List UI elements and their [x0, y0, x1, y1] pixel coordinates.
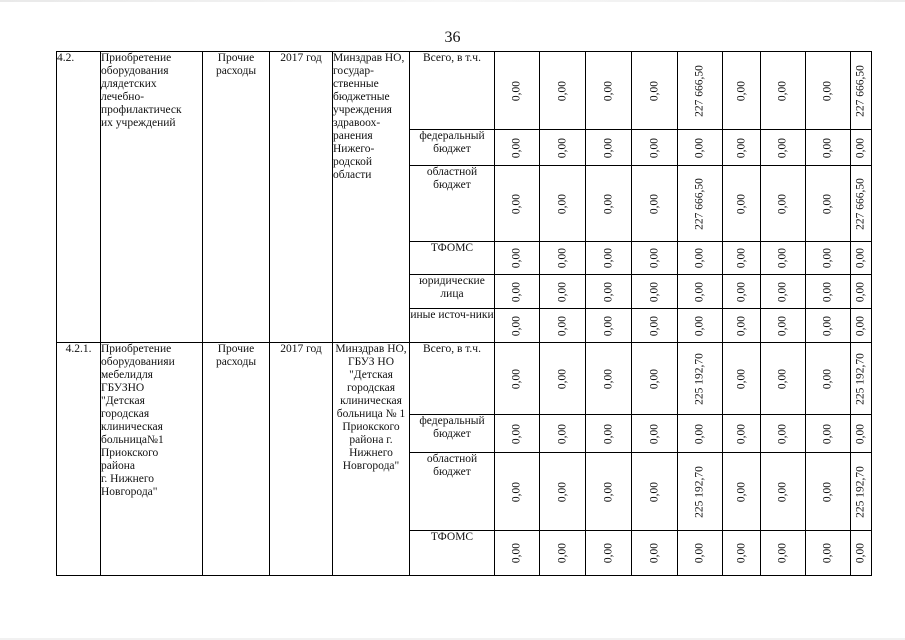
- description-line: района: [101, 460, 136, 472]
- value-text: 0,00: [693, 281, 706, 302]
- source-tfoms: ТФОМС: [410, 242, 495, 275]
- description-word: оборудования: [101, 356, 169, 368]
- value-text: 0,00: [776, 368, 789, 389]
- value-cell: [495, 52, 540, 130]
- value-cell: [761, 275, 806, 309]
- value-cell: [806, 242, 851, 275]
- value-cell: [806, 343, 851, 415]
- value-text: 0,00: [776, 137, 789, 158]
- value-cell: [678, 242, 723, 275]
- value-text: 0,00: [648, 368, 660, 389]
- value-cell: [678, 415, 723, 453]
- value-cell: [632, 130, 678, 166]
- value-text: 0,00: [821, 315, 834, 336]
- description-line: [101, 78, 202, 91]
- value-cell: [495, 531, 540, 576]
- value-text: 0,00: [556, 193, 568, 214]
- value-cell: [761, 453, 806, 531]
- value-text: 0,00: [693, 423, 706, 444]
- value-text: 0,00: [735, 315, 747, 336]
- value-text: 0,00: [602, 315, 614, 336]
- value-cell: [723, 130, 761, 166]
- value-text: 0,00: [821, 137, 834, 158]
- source-federal: федеральный бюджет: [410, 130, 495, 166]
- value-text: 0,00: [648, 193, 660, 214]
- item-number: 4.2.1.: [57, 343, 101, 576]
- expense-type: Прочие расходы: [203, 343, 270, 576]
- value-cell: [586, 309, 632, 343]
- value-text: 0,00: [602, 247, 614, 269]
- value-cell: [851, 531, 872, 576]
- description-word: для: [136, 369, 153, 381]
- value-text: 0,00: [776, 80, 789, 101]
- value-cell: [632, 242, 678, 275]
- description-word: детских: [117, 78, 157, 90]
- value-cell: [632, 343, 678, 415]
- value-text: 0,00: [776, 193, 789, 214]
- value-cell: [495, 343, 540, 415]
- value-text: 0,00: [648, 137, 660, 158]
- value-text: 0,00: [602, 137, 614, 158]
- value-cell: [723, 343, 761, 415]
- value-cell: [723, 309, 761, 343]
- value-cell: [495, 130, 540, 166]
- value-cell: [761, 166, 806, 242]
- description-line: Новгорода": [101, 486, 158, 498]
- value-cell: [632, 531, 678, 576]
- value-cell: [495, 309, 540, 343]
- description-line: Приокского: [101, 447, 159, 459]
- value-text: 0,00: [735, 368, 747, 389]
- value-text: 0,00: [821, 481, 834, 502]
- table-row: [57, 343, 872, 415]
- value-text: 0,00: [735, 80, 747, 101]
- table-row: [57, 52, 872, 130]
- value-cell: [761, 343, 806, 415]
- description-word: №: [147, 434, 158, 446]
- value-text: 0,00: [602, 542, 614, 564]
- value-text: 0,00: [556, 281, 568, 302]
- description-word: 1: [157, 434, 164, 446]
- value-text: 225 192,70: [693, 352, 706, 405]
- value-text: 0,00: [602, 193, 614, 214]
- executor: Минздрав НО, государ-ственные бюджетные учреждения здравоох-ранения Нижего-родской области: [333, 52, 410, 343]
- value-cell: [806, 453, 851, 531]
- value-cell: [723, 242, 761, 275]
- value-cell: [586, 166, 632, 242]
- description-line: [101, 382, 202, 395]
- value-cell: [540, 52, 586, 130]
- value-text: 0,00: [693, 315, 706, 336]
- value-cell: [540, 415, 586, 453]
- value-text: 0,00: [776, 542, 789, 564]
- budget-table: [56, 51, 872, 576]
- item-description: [101, 343, 203, 576]
- value-text: 0,00: [510, 247, 523, 269]
- value-text: 225 192,70: [854, 352, 867, 405]
- value-cell: [586, 453, 632, 531]
- value-text: 0,00: [648, 80, 660, 101]
- value-text: 0,00: [735, 423, 747, 444]
- value-cell: [540, 343, 586, 415]
- value-text: 0,00: [735, 137, 747, 158]
- value-text: 0,00: [821, 281, 834, 302]
- value-text: 0,00: [510, 80, 523, 101]
- value-cell: [851, 130, 872, 166]
- value-cell: [723, 52, 761, 130]
- value-text: 0,00: [776, 281, 789, 302]
- value-text: 0,00: [854, 542, 867, 564]
- description-line: [101, 356, 202, 369]
- value-cell: [632, 275, 678, 309]
- value-cell: [851, 343, 872, 415]
- description-word: ГБУЗ: [101, 382, 128, 394]
- value-text: 0,00: [735, 281, 747, 302]
- value-cell: [851, 52, 872, 130]
- value-text: 0,00: [556, 542, 568, 564]
- value-cell: [632, 309, 678, 343]
- value-cell: [806, 531, 851, 576]
- value-cell: [761, 309, 806, 343]
- value-text: 0,00: [602, 368, 614, 389]
- value-text: 0,00: [602, 423, 614, 444]
- value-cell: [806, 309, 851, 343]
- value-text: 0,00: [735, 193, 747, 214]
- description-line: Приобретение: [101, 343, 172, 355]
- description-line: городская: [101, 408, 150, 420]
- value-text: 0,00: [821, 80, 834, 101]
- item-description: [101, 52, 203, 343]
- value-text: 0,00: [854, 137, 867, 158]
- table-body: [57, 52, 872, 576]
- value-cell: [761, 52, 806, 130]
- description-line: г. Нижнего: [101, 473, 155, 485]
- value-cell: [806, 52, 851, 130]
- value-text: 227 666,50: [693, 64, 706, 117]
- value-cell: [678, 130, 723, 166]
- value-cell: [806, 166, 851, 242]
- value-cell: [723, 415, 761, 453]
- value-text: 0,00: [854, 247, 867, 269]
- source-regional: областной бюджет: [410, 166, 495, 242]
- value-text: 0,00: [821, 247, 834, 269]
- value-text: 0,00: [821, 423, 834, 444]
- description-line: их учреждений: [101, 117, 176, 129]
- value-cell: [678, 275, 723, 309]
- description-word: для: [101, 78, 118, 90]
- value-text: 0,00: [693, 247, 706, 269]
- value-text: 0,00: [776, 423, 789, 444]
- value-cell: [851, 166, 872, 242]
- value-cell: [586, 275, 632, 309]
- value-cell: [678, 166, 723, 242]
- item-number: 4.2.: [57, 52, 101, 343]
- value-text: 0,00: [648, 281, 660, 302]
- value-cell: [851, 415, 872, 453]
- value-text: 0,00: [510, 137, 523, 158]
- description-word: мебели: [101, 369, 137, 381]
- value-text: 227 666,50: [854, 177, 867, 230]
- value-text: 0,00: [854, 315, 867, 336]
- value-text: 0,00: [821, 193, 834, 214]
- value-text: 0,00: [556, 481, 568, 502]
- value-cell: [540, 275, 586, 309]
- value-cell: [806, 130, 851, 166]
- value-cell: [586, 52, 632, 130]
- value-text: 0,00: [821, 542, 834, 564]
- scan-edge: [0, 0, 905, 2]
- value-text: 0,00: [648, 542, 660, 564]
- value-cell: [678, 453, 723, 531]
- value-cell: [761, 242, 806, 275]
- description-line: профилактическ: [101, 104, 182, 116]
- value-text: 0,00: [510, 542, 523, 564]
- value-cell: [851, 309, 872, 343]
- value-text: 0,00: [735, 481, 747, 502]
- description-line: [101, 434, 202, 447]
- description-word: больница: [101, 434, 147, 446]
- description-line: [101, 369, 202, 382]
- value-text: 0,00: [510, 368, 523, 389]
- value-text: 0,00: [648, 423, 660, 444]
- value-text: 0,00: [602, 80, 614, 101]
- value-text: 0,00: [693, 137, 706, 158]
- value-cell: [678, 343, 723, 415]
- value-cell: [806, 415, 851, 453]
- value-text: 0,00: [602, 481, 614, 502]
- value-cell: [540, 242, 586, 275]
- value-cell: [632, 52, 678, 130]
- value-text: 0,00: [556, 315, 568, 336]
- value-cell: [632, 166, 678, 242]
- value-cell: [495, 275, 540, 309]
- value-cell: [495, 166, 540, 242]
- value-text: 0,00: [556, 368, 568, 389]
- value-text: 0,00: [776, 247, 789, 269]
- source-total: Всего, в т.ч.: [410, 52, 495, 130]
- value-text: 0,00: [556, 137, 568, 158]
- value-cell: [540, 130, 586, 166]
- description-line: Приобретение: [101, 52, 172, 64]
- description-line: "Детская: [101, 395, 145, 407]
- value-cell: [678, 531, 723, 576]
- source-tfoms: ТФОМС: [410, 531, 495, 576]
- value-cell: [723, 453, 761, 531]
- value-text: 0,00: [693, 542, 706, 564]
- value-text: 0,00: [854, 423, 867, 444]
- value-text: 227 666,50: [693, 177, 706, 230]
- description-line: лечебно-: [101, 91, 145, 103]
- value-cell: [586, 343, 632, 415]
- description-line: оборудования: [101, 65, 169, 77]
- value-cell: [495, 242, 540, 275]
- value-cell: [540, 309, 586, 343]
- value-text: 0,00: [510, 423, 523, 444]
- value-cell: [586, 242, 632, 275]
- value-cell: [586, 531, 632, 576]
- description-word: и: [168, 356, 175, 368]
- value-text: 0,00: [510, 281, 523, 302]
- value-text: 0,00: [602, 281, 614, 302]
- value-text: 0,00: [510, 315, 523, 336]
- value-text: 225 192,70: [854, 465, 867, 518]
- period-year: 2017 год: [270, 343, 333, 576]
- value-text: 0,00: [854, 281, 867, 302]
- value-cell: [806, 275, 851, 309]
- source-legal: юридические лица: [410, 275, 495, 309]
- value-cell: [723, 166, 761, 242]
- value-cell: [851, 275, 872, 309]
- executor: Минздрав НО, ГБУЗ НО "Детская городская клиническая больница № 1 Приокского района г. Нижнего Новгорода": [333, 343, 410, 576]
- value-cell: [540, 453, 586, 531]
- value-text: 0,00: [556, 423, 568, 444]
- value-cell: [540, 166, 586, 242]
- value-text: 0,00: [556, 80, 568, 101]
- value-cell: [495, 453, 540, 531]
- value-text: 0,00: [648, 247, 660, 269]
- value-cell: [851, 242, 872, 275]
- source-total: Всего, в т.ч.: [410, 343, 495, 415]
- source-other: иные источ-ники: [410, 309, 495, 343]
- value-cell: [851, 453, 872, 531]
- value-cell: [495, 415, 540, 453]
- value-cell: [586, 130, 632, 166]
- value-cell: [586, 415, 632, 453]
- description-word: НО: [127, 382, 145, 394]
- value-cell: [632, 453, 678, 531]
- value-text: 227 666,50: [854, 64, 867, 117]
- expense-type: Прочие расходы: [203, 52, 270, 343]
- period-year: 2017 год: [270, 52, 333, 343]
- value-text: 0,00: [556, 247, 568, 269]
- value-text: 225 192,70: [693, 465, 706, 518]
- value-cell: [723, 275, 761, 309]
- value-text: 0,00: [735, 542, 747, 564]
- value-cell: [761, 415, 806, 453]
- value-text: 0,00: [821, 368, 834, 389]
- value-text: 0,00: [776, 481, 789, 502]
- source-federal: федеральный бюджет: [410, 415, 495, 453]
- value-cell: [678, 309, 723, 343]
- value-cell: [540, 531, 586, 576]
- value-text: 0,00: [648, 481, 660, 502]
- source-regional: областной бюджет: [410, 453, 495, 531]
- page-number: 36: [444, 29, 461, 46]
- value-text: 0,00: [735, 247, 747, 269]
- value-cell: [723, 531, 761, 576]
- description-line: клиническая: [101, 421, 163, 433]
- value-text: 0,00: [510, 481, 523, 502]
- value-text: 0,00: [648, 315, 660, 336]
- value-cell: [761, 531, 806, 576]
- value-text: 0,00: [510, 193, 523, 214]
- value-cell: [678, 52, 723, 130]
- value-cell: [632, 415, 678, 453]
- value-text: 0,00: [776, 315, 789, 336]
- value-cell: [761, 130, 806, 166]
